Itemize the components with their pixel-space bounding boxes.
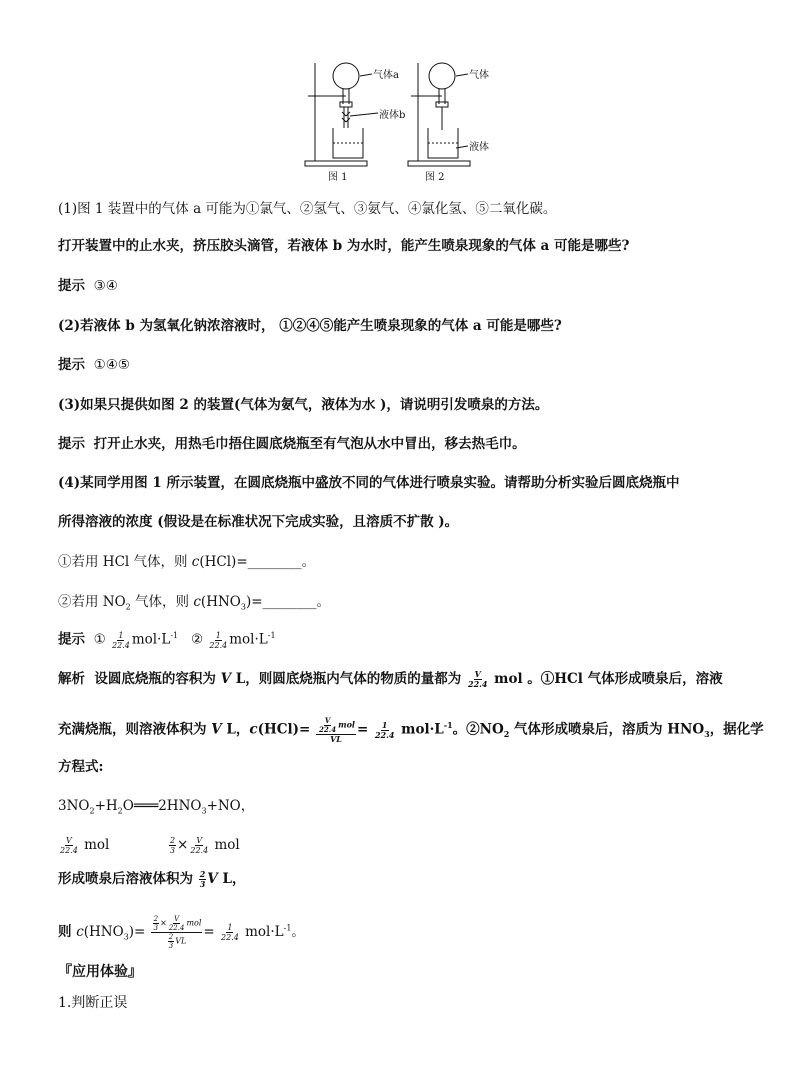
figure-2-gas-label: 气体 [469,70,489,81]
question-2-text: (2)若液体 b 为氢氧化钠浓溶液时， ①②④⑤能产生喷泉现象的气体 a 可能是哪些? [58,318,562,334]
solution-volume-line: 形成喷泉后溶液体积为 $\frac{2}{3}$ V L， [58,869,246,889]
analysis-line-1: 解析 设圆底烧瓶的容积为 V L，则圆底烧瓶内气体的物质的量都为 $\frac{V}{22.4}$ mol 。①HCl 气体形成喷泉后，溶液 [58,669,723,689]
figure-1-apparatus [305,63,378,166]
apparatus-figure [300,58,500,188]
analysis-line-3: 方程式: [58,759,104,775]
figure-2-liquid-label: 液体 [469,142,489,153]
figure-1-gas-label: 气体a [373,70,399,81]
analysis-line-2: 充满烧瓶，则溶液体积为 V L，c(HCl)= $\frac{V}{22.4}$ mol VL = $\frac{1}{22.4}$ $mol\cdot L^{-1}$。$②NO_2$ 气体形成喷泉后，溶质为 $HNO_3$，据化学 [58,715,764,744]
question-2-hint: 提示 ①④⑤ [58,357,130,373]
question-3-text: (3)如果只提供如图 2 的装置(气体为氨气，液体为水 )，请说明引发喷泉的方法。 [58,397,549,413]
figure-2-caption: 图 2 [425,172,445,183]
figure-1-caption: 图 1 [328,172,348,183]
question-4-hint: 提示 ① $\frac{1}{22.4}$ $mol\cdot L^{-1}$ ② $\frac{1}{22.4}$ $mol\cdot L^{-1}$ [58,630,276,650]
equation-line: $3NO_2+H_2O═══2HNO_3+NO$， [58,798,255,816]
question-1-subtext: 打开装置中的止水夹，挤压胶头滴管，若液体 b 为水时，能产生喷泉现象的气体 a 可能是哪些? [58,238,630,254]
figure-1-liquid-label: 液体b [379,110,406,121]
figure-2-apparatus [408,63,470,166]
equation-mole-ratio: $\frac{V}{22.4}$ mol $\frac{2}{3}$ × $\frac{V}{22.4}$ mol [60,836,240,855]
section-title: 『应用体验』 [58,964,142,980]
final-concentration-line: 则 $c(HNO_3)=$ $\frac{2}{3}$ × $\frac{V}{22.4}$ mol $\frac{2}{3}$ VL = $\frac{1}{22.4}$ $mol\cdot L^{-1}$。 [58,915,305,950]
question-4-text: (4)某同学用图 1 所示装置，在圆底烧瓶中盛放不同的气体进行喷泉实验。请帮助分析实验后圆底烧瓶中 [58,475,680,491]
section-item-1: 1.判断正误 [58,995,128,1011]
question-4-sub-2: ②若用 $NO_2$ 气体，则 $c(HNO_3)=\_\_\_\_\_\_\_\_$。 [58,594,331,612]
question-3-hint: 提示 打开止水夹，用热毛巾捂住圆底烧瓶至有气泡从水中冒出，移去热毛巾。 [58,436,526,452]
question-1-hint: 提示 ③④ [58,278,118,294]
question-4-sub-1: ①若用 HCl 气体，则 c(HCl)=________。 [58,554,316,570]
question-4-subtext: 所得溶液的浓度 (假设是在标准状况下完成实验，且溶质不扩散 )。 [58,514,459,530]
question-1-text: (1)图 1 装置中的气体 a 可能为①氯气、②氢气、③氨气、④氯化氢、⑤二氧化碳。 [58,201,557,217]
